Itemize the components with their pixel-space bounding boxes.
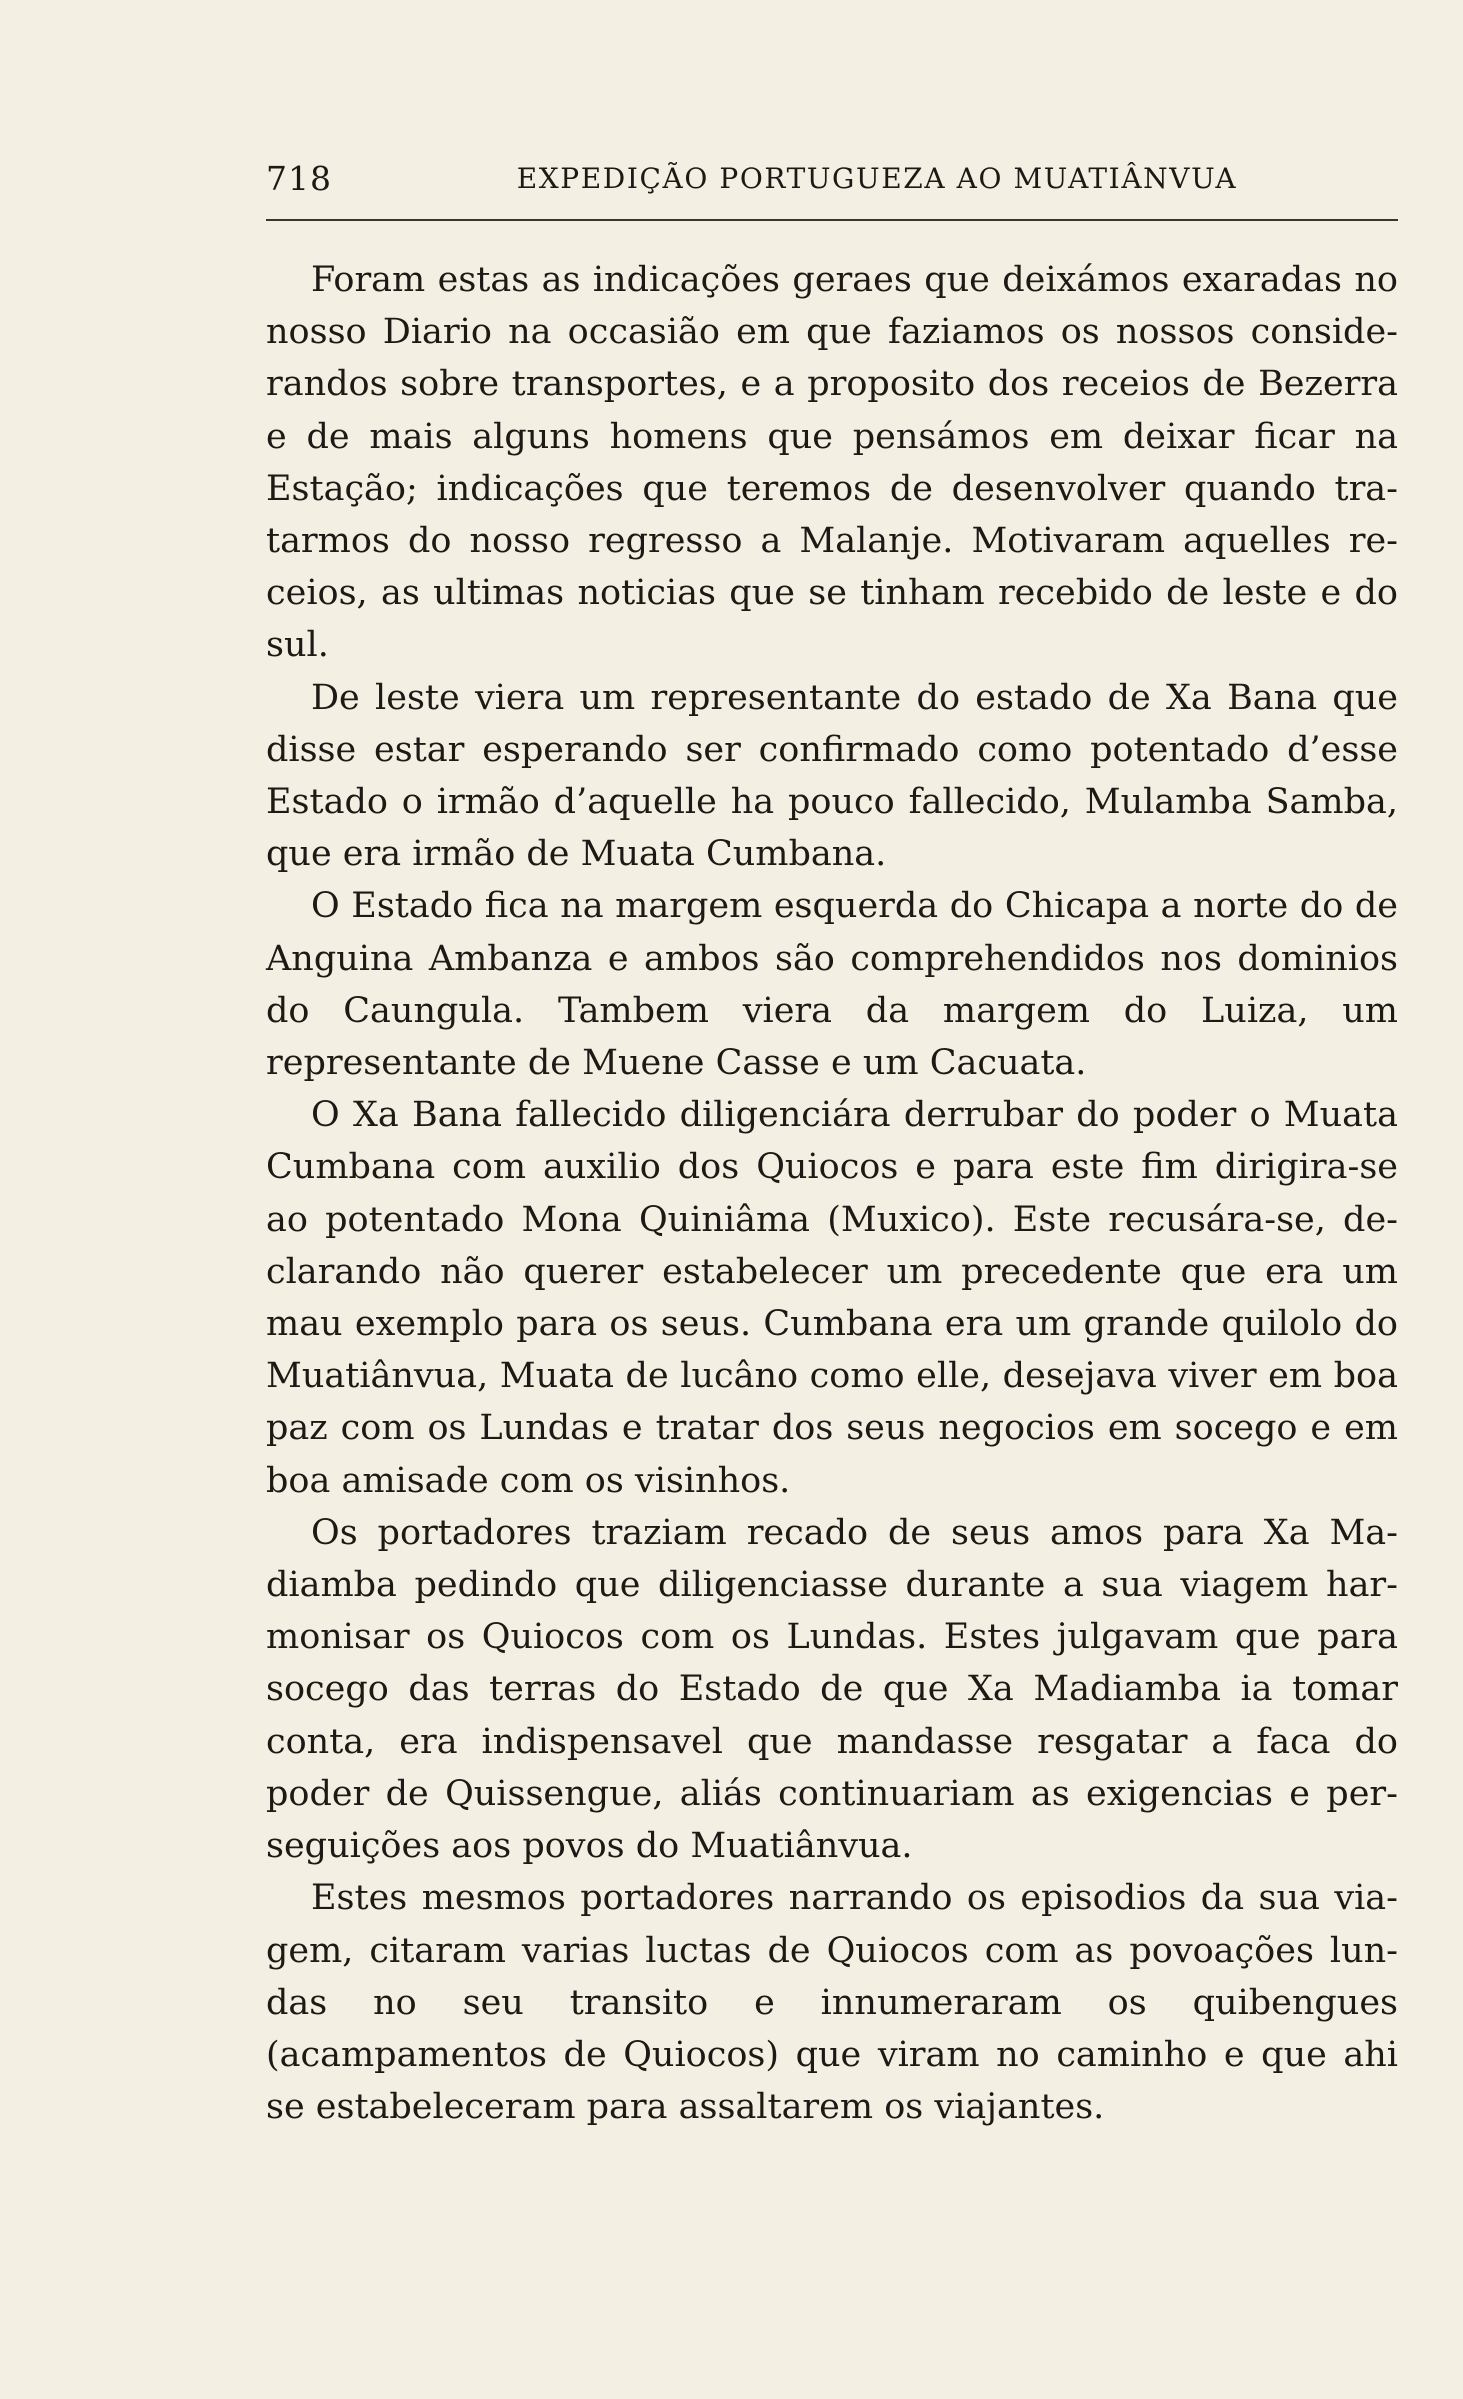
page-header	[266, 155, 1398, 203]
header-rule	[266, 219, 1398, 221]
page-number: 718	[266, 159, 332, 198]
paragraph-4: O Xa Bana fallecido diligenciára derrubar do poder o Muata Cumbana com auxilio dos Quiocos e para este fim dirigira-se ao potentado Mona Quiniâma (Muxico). Este recusára-se, declarando não querer estabelecer um precedente que era um mau exemplo para os seus. Cumbana era um grande quilolo do Muatiânvua, Muata de lucâno como elle, desejava viver em boa paz com os Lundas e tratar dos seus negocios em socego e em boa amisade com os visinhos.	[266, 1095, 1398, 1501]
paragraph-5: Os portadores traziam recado de seus amos para Xa Madiamba pedindo que diligenciasse durante a sua viagem harmonisar os Quiocos com os Lundas. Estes julgavam que para socego das terras do Estado de que Xa Madiamba ia tomar conta, era indispensavel que mandasse resgatar a faca do poder de Quissengue, aliás continuariam as exigencias e perseguições aos povos do Muatiânvua.	[266, 1512, 1398, 1867]
paragraph-2: De leste viera um representante do estado de Xa Bana que disse estar esperando ser confirmado como potentado d’esse Estado o irmão d’aquelle ha pouco fallecido, Mulamba Samba, que era irmão de Muata Cumbana.	[266, 677, 1398, 875]
paragraph-1: Foram estas as indicações geraes que deixámos exaradas no nosso Diario na occasião em que faziamos os nossos considerandos sobre transportes, e a proposito dos receios de Bezerra e de mais alguns homens que pensámos em deixar ficar na Estação; indicações que teremos de desenvolver quando tratarmos do nosso regresso a Malanje. Motivaram aquelles receios, as ultimas noticias que se tinham recebido de leste e do sul.	[266, 260, 1398, 666]
paragraph-6: Estes mesmos portadores narrando os episodios da sua viagem, citaram varias luctas de Quiocos com as povoações lundas no seu transito e innumeraram os quibengues (acampamentos de Quiocos) que viram no caminho e que ahi se estabeleceram para assaltarem os viajantes.	[266, 1878, 1398, 2128]
body-text	[266, 254, 1398, 2133]
paragraph-3: O Estado fica na margem esquerda do Chicapa a norte do de Anguina Ambanza e ambos são comprehendidos nos dominios do Caungula. Tambem viera da margem do Luiza, um representante de Muene Casse e um Cacuata.	[266, 886, 1398, 1084]
running-title: EXPEDIÇÃO PORTUGUEZA AO MUATIÂNVUA	[516, 162, 1238, 195]
